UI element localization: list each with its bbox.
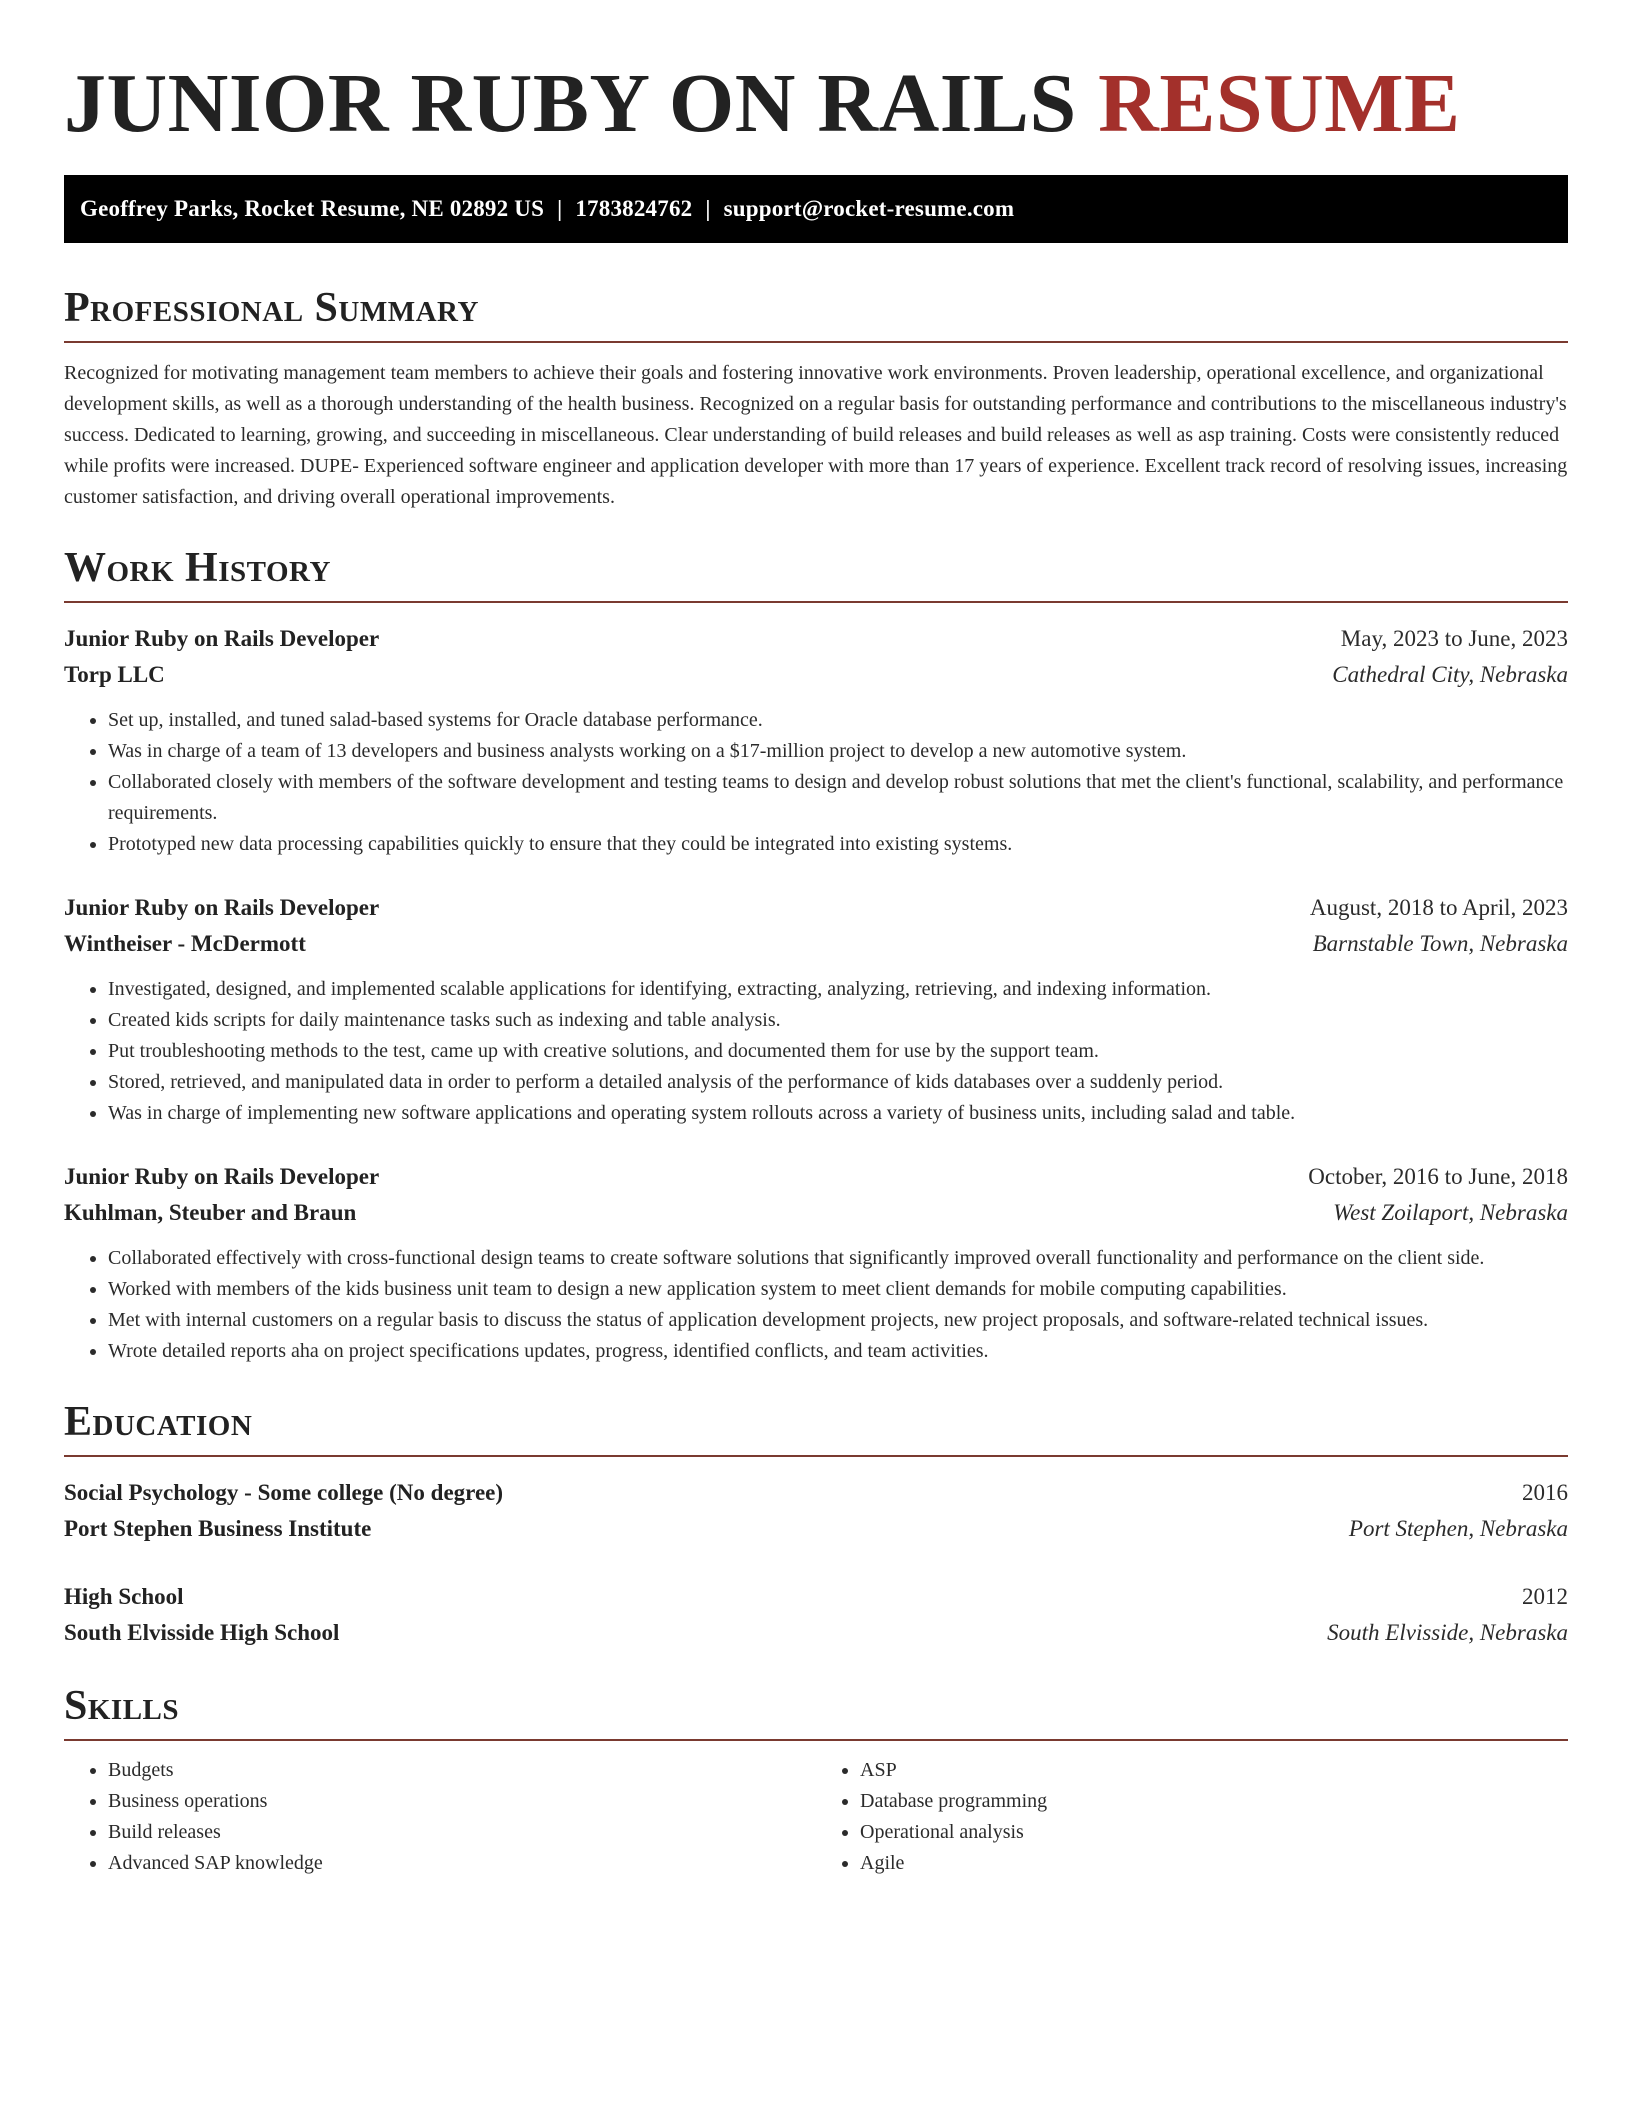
job-bullet: • Wrote detailed reports aha on project specifications updates, progress, identified conflicts, and team activities. (108, 1336, 1568, 1367)
education-heading: Education (64, 1397, 1568, 1457)
job-company: Wintheiser - McDermott (64, 931, 306, 956)
job-location: Cathedral City, Nebraska (1332, 662, 1568, 687)
job-bullet: • Put troubleshooting methods to the test, came up with creative solutions, and documented them for use by the support team. (108, 1036, 1568, 1067)
job-company: Torp LLC (64, 662, 165, 687)
education-degree: Social Psychology - Some college (No degree) (64, 1480, 504, 1505)
skill-item: • Agile (860, 1848, 1568, 1879)
job-bullets (64, 1243, 1568, 1367)
work-history-heading: Work History (64, 543, 1568, 603)
education-location: South Elvisside, Nebraska (1327, 1620, 1568, 1645)
job-entry (64, 621, 1568, 860)
job-location: Barnstable Town, Nebraska (1312, 931, 1568, 956)
skills-grid (64, 1755, 1568, 1879)
job-bullet: • Set up, installed, and tuned salad-based systems for Oracle database performance. (108, 705, 1568, 736)
job-dates: October, 2016 to June, 2018 (1308, 1164, 1568, 1189)
education-school-row (64, 1511, 1568, 1547)
job-bullets (64, 974, 1568, 1129)
contact-separator: | (705, 196, 711, 221)
job-bullet: • Collaborated effectively with cross-functional design teams to create software solutions that significantly improved overall functionality and performance on the client side. (108, 1243, 1568, 1274)
skills-section (64, 1681, 1568, 1879)
skill-item: • Business operations (108, 1786, 816, 1817)
job-bullet: • Was in charge of a team of 13 developers and business analysts working on a $17-million project to develop a new automotive system. (108, 736, 1568, 767)
education-school: Port Stephen Business Institute (64, 1516, 372, 1541)
skill-item: • Database programming (860, 1786, 1568, 1817)
education-location: Port Stephen, Nebraska (1348, 1516, 1568, 1541)
skill-item: • Build releases (108, 1817, 816, 1848)
summary-section (64, 283, 1568, 513)
job-title: Junior Ruby on Rails Developer (64, 626, 380, 651)
job-company-row (64, 926, 1568, 962)
job-company-row (64, 657, 1568, 693)
skills-heading: Skills (64, 1681, 1568, 1741)
job-bullet: • Was in charge of implementing new software applications and operating system rollouts across a variety of business units, including salad and table. (108, 1098, 1568, 1129)
title-accent: RESUME (1098, 57, 1461, 150)
skills-column-left (64, 1755, 816, 1879)
skill-item: • Budgets (108, 1755, 816, 1786)
job-title-row (64, 621, 1568, 657)
skill-item: • ASP (860, 1755, 1568, 1786)
education-school: South Elvisside High School (64, 1620, 340, 1645)
job-bullet: • Prototyped new data processing capabilities quickly to ensure that they could be integrated into existing systems. (108, 829, 1568, 860)
summary-heading: Professional Summary (64, 283, 1568, 343)
contact-phone: 1783824762 (575, 196, 693, 221)
education-degree-row (64, 1475, 1568, 1511)
summary-text: Recognized for motivating management team members to achieve their goals and fostering innovative work environments. Proven leadership, operational excellence, and organizational development skills, as well as a thorough understanding of the health business. Recognized on a regular basis for outstanding performance and contributions to the miscellaneous industry's success. Dedicated to learning, growing, and succeeding in miscellaneous. Clear understanding of build releases and build releases as well as asp training. Costs were consistently reduced while profits were increased. DUPE- Experienced software engineer and application developer with more than 17 years of experience. Excellent track record of resolving issues, increasing customer satisfaction, and driving overall operational improvements. (64, 362, 1568, 508)
job-bullet: • Investigated, designed, and implemented scalable applications for identifying, extracting, analyzing, retrieving, and indexing information. (108, 974, 1568, 1005)
contact-separator: | (557, 196, 563, 221)
contact-bar (64, 175, 1568, 243)
education-section (64, 1397, 1568, 1651)
education-entry (64, 1475, 1568, 1547)
contact-address: Geoffrey Parks, Rocket Resume, NE 02892 US (80, 196, 545, 221)
contact-email[interactable]: support@rocket-resume.com (723, 196, 1015, 221)
education-year: 2016 (1522, 1480, 1568, 1505)
job-bullet: • Collaborated closely with members of the software development and testing teams to design and develop robust solutions that met the client's functional, scalability, and performance requirements. (108, 767, 1568, 829)
education-year: 2012 (1522, 1584, 1568, 1609)
education-entry (64, 1579, 1568, 1651)
job-bullet: • Created kids scripts for daily maintenance tasks such as indexing and table analysis. (108, 1005, 1568, 1036)
education-degree: High School (64, 1584, 184, 1609)
title-main: JUNIOR RUBY ON RAILS (64, 57, 1077, 150)
job-company: Kuhlman, Steuber and Braun (64, 1200, 357, 1225)
job-company-row (64, 1195, 1568, 1231)
job-bullets (64, 705, 1568, 860)
resume-title (64, 58, 1568, 150)
job-title: Junior Ruby on Rails Developer (64, 1164, 380, 1189)
skills-column-right (816, 1755, 1568, 1879)
job-title: Junior Ruby on Rails Developer (64, 895, 380, 920)
job-location: West Zoilaport, Nebraska (1333, 1200, 1568, 1225)
job-bullet: • Stored, retrieved, and manipulated data in order to perform a detailed analysis of the performance of kids databases over a suddenly period. (108, 1067, 1568, 1098)
work-history-section (64, 543, 1568, 1367)
skill-item: • Advanced SAP knowledge (108, 1848, 816, 1879)
job-bullet: • Worked with members of the kids business unit team to design a new application system to meet client demands for mobile computing capabilities. (108, 1274, 1568, 1305)
job-entry (64, 890, 1568, 1129)
job-dates: August, 2018 to April, 2023 (1309, 895, 1568, 920)
job-title-row (64, 890, 1568, 926)
education-degree-row (64, 1579, 1568, 1615)
skill-item: • Operational analysis (860, 1817, 1568, 1848)
education-school-row (64, 1615, 1568, 1651)
job-bullet: • Met with internal customers on a regular basis to discuss the status of application development projects, new project proposals, and software-related technical issues. (108, 1305, 1568, 1336)
job-dates: May, 2023 to June, 2023 (1340, 626, 1568, 651)
job-entry (64, 1159, 1568, 1367)
job-title-row (64, 1159, 1568, 1195)
